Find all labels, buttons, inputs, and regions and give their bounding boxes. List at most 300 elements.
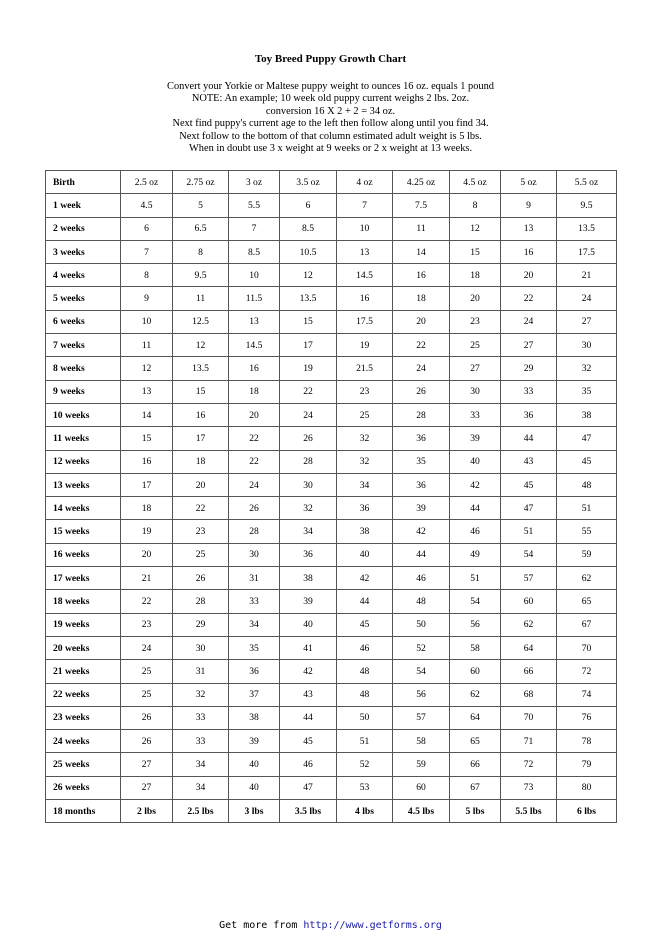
weight-cell: 50: [337, 706, 393, 729]
weight-cell: 4.5 oz: [450, 171, 501, 194]
weight-cell: 72: [557, 660, 617, 683]
weight-cell: 47: [557, 427, 617, 450]
weight-cell: 4 oz: [337, 171, 393, 194]
weight-cell: 32: [337, 450, 393, 473]
weight-cell: 8.5: [229, 240, 280, 263]
weight-cell: 17.5: [557, 240, 617, 263]
weight-cell: 20: [450, 287, 501, 310]
table-row: [46, 520, 617, 543]
weight-cell: 73: [501, 776, 557, 799]
weight-cell: 51: [557, 497, 617, 520]
weight-cell: 18: [173, 450, 229, 473]
weight-cell: 45: [280, 730, 337, 753]
table-row: [46, 590, 617, 613]
weight-cell: 18: [229, 380, 280, 403]
weight-cell: 26: [121, 706, 173, 729]
weight-cell: 45: [337, 613, 393, 636]
age-label: 24 weeks: [46, 730, 121, 753]
weight-cell: 30: [450, 380, 501, 403]
weight-cell: 56: [393, 683, 450, 706]
weight-cell: 17: [121, 473, 173, 496]
table-row: [46, 683, 617, 706]
weight-cell: 16: [229, 357, 280, 380]
weight-cell: 29: [501, 357, 557, 380]
weight-cell: 32: [173, 683, 229, 706]
weight-cell: 38: [229, 706, 280, 729]
weight-cell: 39: [280, 590, 337, 613]
weight-cell: 28: [393, 403, 450, 426]
weight-cell: 34: [173, 753, 229, 776]
weight-cell: 5.5 oz: [557, 171, 617, 194]
weight-cell: 59: [393, 753, 450, 776]
weight-cell: 74: [557, 683, 617, 706]
weight-cell: 39: [450, 427, 501, 450]
weight-cell: 36: [229, 660, 280, 683]
age-label: 18 months: [46, 800, 121, 823]
age-label: 11 weeks: [46, 427, 121, 450]
age-label: 14 weeks: [46, 497, 121, 520]
age-label: 17 weeks: [46, 567, 121, 590]
table-row: [46, 310, 617, 333]
weight-cell: 42: [393, 520, 450, 543]
footer: [0, 920, 661, 931]
weight-cell: 65: [450, 730, 501, 753]
weight-cell: 30: [557, 334, 617, 357]
weight-cell: 60: [501, 590, 557, 613]
weight-cell: 24: [501, 310, 557, 333]
weight-cell: 13: [229, 310, 280, 333]
weight-cell: 46: [337, 636, 393, 659]
intro-line: When in doubt use 3 x weight at 9 weeks or 2 x weight at 13 weeks.: [188, 143, 473, 155]
age-label: 15 weeks: [46, 520, 121, 543]
weight-cell: 10.5: [280, 240, 337, 263]
table-row: [46, 730, 617, 753]
weight-cell: 15: [280, 310, 337, 333]
weight-cell: 10: [337, 217, 393, 240]
weight-cell: 40: [450, 450, 501, 473]
weight-cell: 19: [121, 520, 173, 543]
weight-cell: 20: [121, 543, 173, 566]
table-row: [46, 706, 617, 729]
weight-cell: 27: [557, 310, 617, 333]
table-row: [46, 450, 617, 473]
weight-cell: 44: [501, 427, 557, 450]
table-row: [46, 264, 617, 287]
age-label: 26 weeks: [46, 776, 121, 799]
intro-line: Next follow to the bottom of that column estimated adult weight is 5 lbs.: [179, 130, 482, 142]
weight-cell: 9: [121, 287, 173, 310]
weight-cell: 43: [280, 683, 337, 706]
age-label: 6 weeks: [46, 310, 121, 333]
weight-cell: 24: [557, 287, 617, 310]
weight-cell: 38: [280, 567, 337, 590]
weight-cell: 9: [501, 194, 557, 217]
weight-cell: 68: [501, 683, 557, 706]
table-header-row: [46, 171, 617, 194]
weight-cell: 41: [280, 636, 337, 659]
table-row: [46, 427, 617, 450]
intro-line: Next find puppy's current age to the left then follow along until you find 34.: [172, 118, 489, 130]
weight-cell: 13.5: [173, 357, 229, 380]
weight-cell: 70: [557, 636, 617, 659]
weight-cell: 29: [173, 613, 229, 636]
weight-cell: 12.5: [173, 310, 229, 333]
weight-cell: 36: [501, 403, 557, 426]
weight-cell: 51: [450, 567, 501, 590]
intro-line: conversion 16 X 2 + 2 = 34 oz.: [265, 105, 396, 117]
weight-cell: 30: [229, 543, 280, 566]
weight-cell: 8: [173, 240, 229, 263]
weight-cell: 2.5 oz: [121, 171, 173, 194]
age-label: 3 weeks: [46, 240, 121, 263]
weight-cell: 2 lbs: [121, 800, 173, 823]
weight-cell: 12: [121, 357, 173, 380]
weight-cell: 23: [121, 613, 173, 636]
table-row: [46, 636, 617, 659]
weight-cell: 37: [229, 683, 280, 706]
age-label: 13 weeks: [46, 473, 121, 496]
weight-cell: 52: [393, 636, 450, 659]
weight-cell: 5: [173, 194, 229, 217]
weight-cell: 10: [121, 310, 173, 333]
weight-cell: 55: [557, 520, 617, 543]
weight-cell: 32: [557, 357, 617, 380]
weight-cell: 33: [173, 706, 229, 729]
weight-cell: 21: [557, 264, 617, 287]
weight-cell: 27: [121, 753, 173, 776]
weight-cell: 46: [393, 567, 450, 590]
weight-cell: 7.5: [393, 194, 450, 217]
weight-cell: 15: [450, 240, 501, 263]
age-label: 22 weeks: [46, 683, 121, 706]
table-row: [46, 543, 617, 566]
weight-cell: 19: [337, 334, 393, 357]
weight-cell: 36: [337, 497, 393, 520]
weight-cell: 78: [557, 730, 617, 753]
weight-cell: 22: [121, 590, 173, 613]
weight-cell: 16: [501, 240, 557, 263]
weight-cell: 17.5: [337, 310, 393, 333]
weight-cell: 4.5: [121, 194, 173, 217]
weight-cell: 58: [393, 730, 450, 753]
weight-cell: 23: [337, 380, 393, 403]
weight-cell: 36: [280, 543, 337, 566]
weight-cell: 48: [337, 683, 393, 706]
weight-cell: 56: [450, 613, 501, 636]
weight-cell: 35: [557, 380, 617, 403]
weight-cell: 26: [229, 497, 280, 520]
weight-cell: 25: [337, 403, 393, 426]
weight-cell: 5.5: [229, 194, 280, 217]
weight-cell: 22: [501, 287, 557, 310]
weight-cell: 6: [280, 194, 337, 217]
weight-cell: 18: [393, 287, 450, 310]
weight-cell: 34: [280, 520, 337, 543]
age-label: 25 weeks: [46, 753, 121, 776]
weight-cell: 62: [501, 613, 557, 636]
weight-cell: 13.5: [280, 287, 337, 310]
weight-cell: 22: [393, 334, 450, 357]
intro-text: [0, 81, 661, 155]
weight-cell: 20: [393, 310, 450, 333]
weight-cell: 48: [393, 590, 450, 613]
weight-cell: 11: [393, 217, 450, 240]
weight-cell: 25: [173, 543, 229, 566]
weight-cell: 12: [173, 334, 229, 357]
table-row: [46, 567, 617, 590]
weight-cell: 53: [337, 776, 393, 799]
weight-cell: 38: [337, 520, 393, 543]
weight-cell: 18: [121, 497, 173, 520]
weight-cell: 32: [280, 497, 337, 520]
weight-cell: 45: [501, 473, 557, 496]
weight-cell: 13.5: [557, 217, 617, 240]
age-label: 20 weeks: [46, 636, 121, 659]
weight-cell: 67: [450, 776, 501, 799]
weight-cell: 7: [229, 217, 280, 240]
weight-cell: 16: [337, 287, 393, 310]
table-row: [46, 753, 617, 776]
weight-cell: 13: [121, 380, 173, 403]
weight-cell: 22: [173, 497, 229, 520]
weight-cell: 76: [557, 706, 617, 729]
table-row: [46, 194, 617, 217]
weight-cell: 46: [450, 520, 501, 543]
weight-cell: 25: [121, 660, 173, 683]
weight-cell: 51: [501, 520, 557, 543]
weight-cell: 20: [501, 264, 557, 287]
weight-cell: 66: [501, 660, 557, 683]
weight-cell: 27: [121, 776, 173, 799]
table-row: [46, 380, 617, 403]
weight-cell: 26: [393, 380, 450, 403]
weight-cell: 36: [393, 427, 450, 450]
age-label: 1 week: [46, 194, 121, 217]
age-label: 21 weeks: [46, 660, 121, 683]
weight-cell: 9.5: [173, 264, 229, 287]
weight-cell: 40: [229, 753, 280, 776]
weight-cell: 32: [337, 427, 393, 450]
weight-cell: 26: [173, 567, 229, 590]
weight-cell: 14.5: [229, 334, 280, 357]
weight-cell: 44: [450, 497, 501, 520]
table-row: [46, 403, 617, 426]
weight-cell: 12: [280, 264, 337, 287]
weight-cell: 72: [501, 753, 557, 776]
weight-cell: 26: [121, 730, 173, 753]
age-label: 19 weeks: [46, 613, 121, 636]
intro-line: NOTE: An example; 10 week old puppy current weighs 2 lbs. 2oz.: [191, 93, 470, 105]
weight-cell: 3.5 lbs: [280, 800, 337, 823]
weight-cell: 4.25 oz: [393, 171, 450, 194]
weight-cell: 14: [121, 403, 173, 426]
age-label: 16 weeks: [46, 543, 121, 566]
weight-cell: 8.5: [280, 217, 337, 240]
weight-cell: 30: [173, 636, 229, 659]
weight-cell: 26: [280, 427, 337, 450]
weight-cell: 48: [557, 473, 617, 496]
weight-cell: 4 lbs: [337, 800, 393, 823]
table-row: [46, 287, 617, 310]
weight-cell: 71: [501, 730, 557, 753]
age-label: 9 weeks: [46, 380, 121, 403]
weight-cell: 2.75 oz: [173, 171, 229, 194]
weight-cell: 52: [337, 753, 393, 776]
weight-cell: 31: [229, 567, 280, 590]
weight-cell: 33: [229, 590, 280, 613]
weight-cell: 4.5 lbs: [393, 800, 450, 823]
weight-cell: 40: [280, 613, 337, 636]
weight-cell: 18: [450, 264, 501, 287]
weight-cell: 48: [337, 660, 393, 683]
weight-cell: 10: [229, 264, 280, 287]
weight-cell: 44: [280, 706, 337, 729]
weight-cell: 28: [280, 450, 337, 473]
weight-cell: 35: [393, 450, 450, 473]
weight-cell: 16: [173, 403, 229, 426]
weight-cell: 16: [121, 450, 173, 473]
weight-cell: 47: [280, 776, 337, 799]
weight-cell: 24: [280, 403, 337, 426]
age-label: 8 weeks: [46, 357, 121, 380]
weight-cell: 23: [173, 520, 229, 543]
age-label: 18 weeks: [46, 590, 121, 613]
weight-cell: 22: [229, 427, 280, 450]
table-row: [46, 497, 617, 520]
age-label: 10 weeks: [46, 403, 121, 426]
weight-cell: 33: [173, 730, 229, 753]
weight-cell: 25: [450, 334, 501, 357]
weight-cell: 20: [229, 403, 280, 426]
age-label: 5 weeks: [46, 287, 121, 310]
weight-cell: 38: [557, 403, 617, 426]
weight-cell: 5.5 lbs: [501, 800, 557, 823]
getforms-link[interactable]: http://www.getforms.org: [303, 920, 442, 931]
weight-cell: 45: [557, 450, 617, 473]
age-label: 12 weeks: [46, 450, 121, 473]
weight-cell: 58: [450, 636, 501, 659]
weight-cell: 79: [557, 753, 617, 776]
weight-cell: 7: [121, 240, 173, 263]
table-row: [46, 473, 617, 496]
weight-cell: 21.5: [337, 357, 393, 380]
weight-cell: 22: [229, 450, 280, 473]
table-row: [46, 613, 617, 636]
weight-cell: 19: [280, 357, 337, 380]
weight-cell: 24: [229, 473, 280, 496]
table-row: [46, 240, 617, 263]
footer-prefix: Get more from: [219, 920, 304, 931]
weight-cell: 39: [229, 730, 280, 753]
weight-cell: 40: [337, 543, 393, 566]
weight-cell: 42: [280, 660, 337, 683]
weight-cell: 11: [173, 287, 229, 310]
weight-cell: 36: [393, 473, 450, 496]
weight-cell: 24: [121, 636, 173, 659]
table-row: [46, 357, 617, 380]
weight-cell: 54: [450, 590, 501, 613]
weight-cell: 64: [450, 706, 501, 729]
weight-cell: 9.5: [557, 194, 617, 217]
weight-cell: 28: [229, 520, 280, 543]
weight-cell: 15: [121, 427, 173, 450]
weight-cell: 17: [280, 334, 337, 357]
weight-cell: 3 oz: [229, 171, 280, 194]
growth-chart-table: [45, 170, 617, 823]
age-label: 2 weeks: [46, 217, 121, 240]
weight-cell: 57: [501, 567, 557, 590]
weight-cell: 65: [557, 590, 617, 613]
weight-cell: 42: [450, 473, 501, 496]
weight-cell: 16: [393, 264, 450, 287]
weight-cell: 42: [337, 567, 393, 590]
weight-cell: 47: [501, 497, 557, 520]
weight-cell: 59: [557, 543, 617, 566]
weight-cell: 25: [121, 683, 173, 706]
weight-cell: 3.5 oz: [280, 171, 337, 194]
weight-cell: 14.5: [337, 264, 393, 287]
weight-cell: 8: [450, 194, 501, 217]
table-row: [46, 334, 617, 357]
weight-cell: 62: [557, 567, 617, 590]
weight-cell: 43: [501, 450, 557, 473]
growth-chart-body: [46, 171, 617, 823]
weight-cell: 40: [229, 776, 280, 799]
weight-cell: 21: [121, 567, 173, 590]
weight-cell: 44: [393, 543, 450, 566]
weight-cell: 8: [121, 264, 173, 287]
weight-cell: 80: [557, 776, 617, 799]
age-label: 23 weeks: [46, 706, 121, 729]
weight-cell: 64: [501, 636, 557, 659]
weight-cell: 27: [450, 357, 501, 380]
adult-weight-row: [46, 800, 617, 823]
weight-cell: 51: [337, 730, 393, 753]
weight-cell: 2.5 lbs: [173, 800, 229, 823]
table-row: [46, 776, 617, 799]
weight-cell: 11.5: [229, 287, 280, 310]
weight-cell: 20: [173, 473, 229, 496]
weight-cell: 13: [337, 240, 393, 263]
weight-cell: 6.5: [173, 217, 229, 240]
weight-cell: 11: [121, 334, 173, 357]
weight-cell: 5 oz: [501, 171, 557, 194]
weight-cell: 6 lbs: [557, 800, 617, 823]
age-label: 7 weeks: [46, 334, 121, 357]
age-label: Birth: [46, 171, 121, 194]
weight-cell: 34: [173, 776, 229, 799]
weight-cell: 12: [450, 217, 501, 240]
weight-cell: 31: [173, 660, 229, 683]
weight-cell: 39: [393, 497, 450, 520]
intro-line: Convert your Yorkie or Maltese puppy weight to ounces 16 oz. equals 1 pound: [167, 81, 494, 92]
weight-cell: 34: [229, 613, 280, 636]
weight-cell: 28: [173, 590, 229, 613]
weight-cell: 6: [121, 217, 173, 240]
weight-cell: 54: [393, 660, 450, 683]
weight-cell: 22: [280, 380, 337, 403]
weight-cell: 15: [173, 380, 229, 403]
weight-cell: 33: [450, 403, 501, 426]
weight-cell: 24: [393, 357, 450, 380]
weight-cell: 34: [337, 473, 393, 496]
weight-cell: 13: [501, 217, 557, 240]
weight-cell: 62: [450, 683, 501, 706]
weight-cell: 5 lbs: [450, 800, 501, 823]
weight-cell: 14: [393, 240, 450, 263]
table-row: [46, 217, 617, 240]
weight-cell: 67: [557, 613, 617, 636]
